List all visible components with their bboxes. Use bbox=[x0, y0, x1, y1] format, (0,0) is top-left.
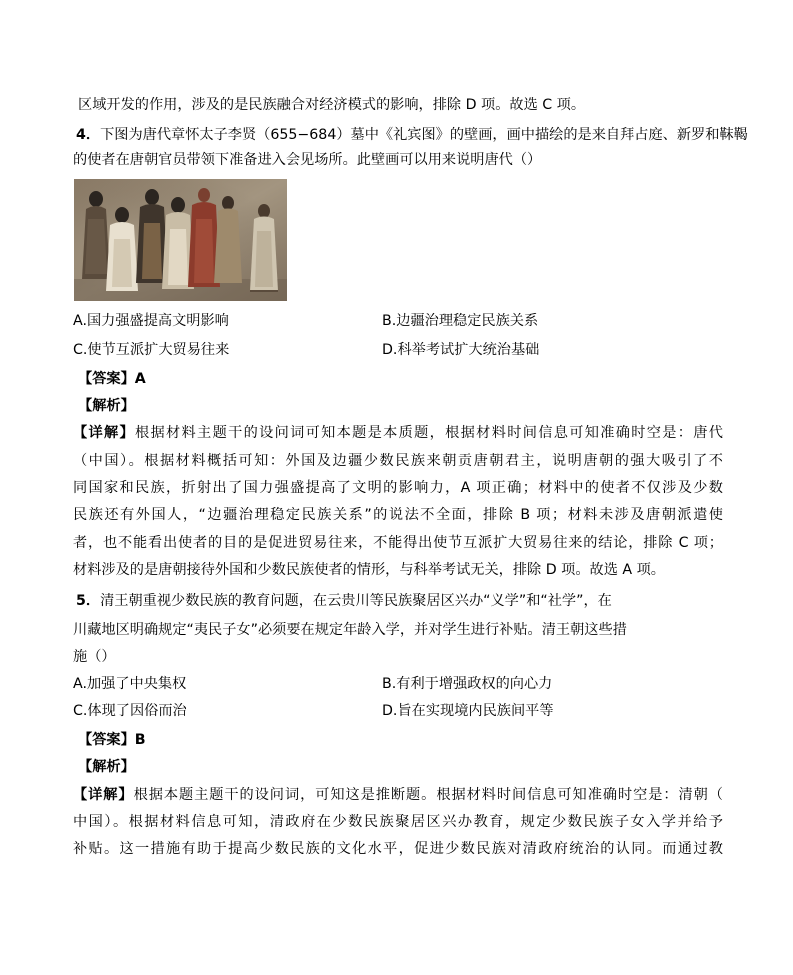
q5-analysis-tag: 【解析】 bbox=[78, 759, 135, 775]
q4-detail-line-3: 同国家和民族，折射出了国力强盛提高了文明的影响力，A 项正确；材料中的使者不仅涉及少数 bbox=[73, 480, 723, 496]
q5-detail-line-3: 补贴。这一措施有助于提高少数民族的文化水平，促进少数民族对清政府统治的认同。而通过教 bbox=[73, 841, 723, 857]
q3-tail: 区域开发的作用，涉及的是民族融合对经济模式的影响，排除 D 项。故选 C 项。 bbox=[78, 97, 586, 113]
q5-option-c: C.体现了因俗而治 bbox=[73, 703, 187, 719]
q4-detail-line-5: 者，也不能看出使者的目的是促进贸易往来，不能得出使节互派扩大贸易往来的结论，排除 C 项； bbox=[73, 535, 723, 551]
q5-detail-line-1: 【详解】根据本题主题干的设问词，可知这是推断题。根据材料时间信息可知准确时空是：清朝（ bbox=[73, 787, 723, 803]
q5-detail-line-2: 中国）。根据材料信息可知，清政府在少数民族聚居区兴办教育，规定少数民族子女入学并给予 bbox=[73, 814, 723, 830]
mural-image bbox=[74, 179, 287, 301]
q5-option-b: B.有利于增强政权的向心力 bbox=[382, 676, 553, 692]
q5-stem-line-1: 5．清王朝重视少数民族的教育问题，在云贵川等民族聚居区兴办“义学”和“社学”，在 bbox=[76, 593, 612, 609]
q5-stem-line-2: 川藏地区明确规定“夷民子女”必须要在规定年龄入学，并对学生进行补贴。清王朝这些措 bbox=[73, 622, 627, 638]
q4-detail-line-1: 【详解】根据材料主题干的设问词可知本题是本质题，根据材料时间信息可知准确时空是：唐代 bbox=[73, 425, 723, 441]
q4-option-c: C.使节互派扩大贸易往来 bbox=[73, 342, 230, 358]
q4-stem-line-1 bbox=[76, 126, 748, 144]
q4-detail-line-4: 民族还有外国人，“边疆治理稳定民族关系”的说法不全面，排除 B 项；材料未涉及唐朝派遣使 bbox=[73, 507, 723, 523]
mural-painting-illustration bbox=[74, 179, 287, 301]
q4-analysis-tag: 【解析】 bbox=[78, 398, 135, 414]
q5-option-d: D.旨在实现境内民族间平等 bbox=[382, 703, 554, 719]
q4-number: 4． bbox=[76, 127, 101, 143]
q4-stem-line-2: 的使者在唐朝官员带领下准备进入会见场所。此壁画可以用来说明唐代（） bbox=[73, 152, 542, 168]
q4-option-d: D.科举考试扩大统治基础 bbox=[382, 342, 540, 358]
q4-detail-line-2: （中国）。根据材料概括可知：外国及边疆少数民族来朝贡唐朝君主，说明唐朝的强大吸引了不 bbox=[73, 453, 723, 469]
q4-stem-text-1: 下图为唐代章怀太子李贤（655−684）墓中《礼宾图》的壁画，画中描绘的是来自拜占庭、新罗和靺鞨 bbox=[100, 127, 748, 143]
q4-option-a: A.国力强盛提高文明影响 bbox=[73, 313, 229, 329]
q5-stem-line-3: 施（） bbox=[73, 649, 116, 665]
q4-answer: 【答案】A bbox=[78, 371, 146, 387]
q5-option-a: A.加强了中央集权 bbox=[73, 676, 187, 692]
q4-option-b: B.边疆治理稳定民族关系 bbox=[382, 313, 539, 329]
q5-answer: 【答案】B bbox=[78, 732, 146, 748]
q4-detail-line-6: 材料涉及的是唐朝接待外国和少数民族使者的情形，与科举考试无关，排除 D 项。故选 A 项。 bbox=[73, 562, 665, 578]
